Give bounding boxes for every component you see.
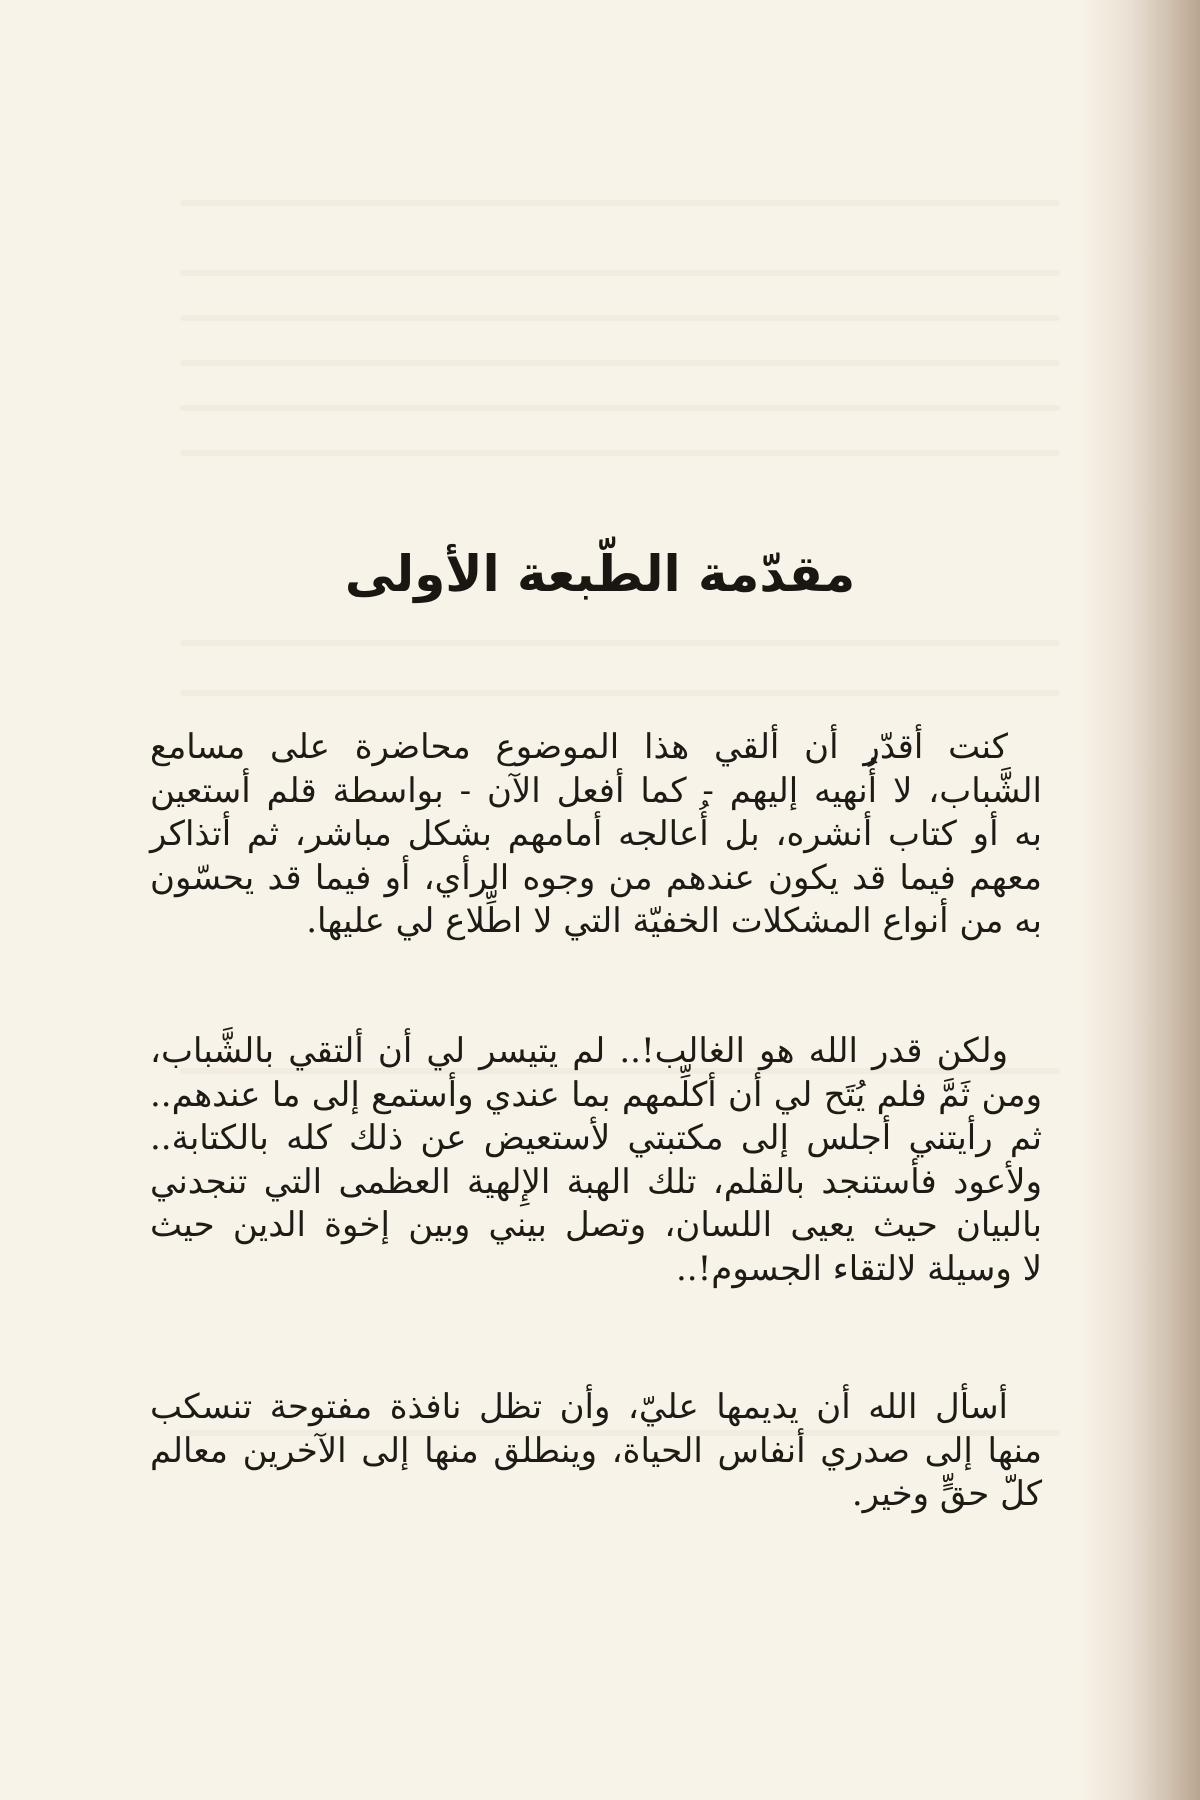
bleed-through-line [180,405,1060,411]
text-line: لا وسيلة لالتقاء الجسوم!.. [676,1248,1042,1289]
bleed-through-line [180,640,1060,646]
text-line: أسأل الله أن يديمها عليّ، وأن تظل نافذة مفتوحة تنسكب [150,1387,1008,1427]
bleed-through-line [180,450,1060,456]
text-line: بالبيان حيث يعيى اللسان، وتصل بيني وبين إخوة الدين حيث [150,1205,1042,1245]
text-line: ومن ثَمَّ فلم يُتَح لي أن أكلِّمهم بما عندي وأستمع إلى ما عندهم.. [150,1074,1042,1115]
text-line: منها إلى صدري أنفاس الحياة، وينطلق منها إلى الآخرين معالم [150,1430,1042,1471]
text-line: كنت أقدّر أن ألقي هذا الموضوع محاضرة على مسامع [150,727,1008,767]
page-title: مقدّمة الطّبعة الأولى [344,544,856,603]
text-line: معهم فيما قد يكون عندهم من وجوه الرأي، أو فيما قد يحسّون [150,857,1042,898]
text-line: ولكن قدر الله هو الغالب!.. لم يتيسر لي أن ألتقي بالشَّباب، [150,1031,1009,1071]
text-line: كلّ حقٍّ وخير. [851,1474,1042,1514]
paragraph-2 [150,1030,1042,1291]
text-line: به من أنواع المشكلات الخفيّة التي لا اطِّلاع لي عليها. [306,901,1042,941]
bleed-through-line [180,690,1060,696]
bleed-through-line [180,315,1060,321]
paragraph-1 [150,726,1042,944]
paragraph-3 [150,1386,1042,1517]
bleed-through-line [180,270,1060,276]
bleed-through-line [180,360,1060,366]
bleed-through-line [180,200,1060,206]
text-line: ولأعود فأستنجد بالقلم، تلك الهبة الإِلهية العظمى التي تنجدني [150,1161,1042,1202]
text-line: ثم رأيتني أجلس إلى مكتبتي لأستعيض عن ذلك كله بالكتابة.. [150,1118,1042,1158]
text-line: الشَّباب، لا أُنهيه إليهم - كما أفعل الآن - بواسطة قلم أستعين [150,770,1042,811]
text-line: به أو كتاب أنشره، بل أُعالجه أمامهم بشكل مباشر، ثم أتذاكر [150,814,1042,854]
